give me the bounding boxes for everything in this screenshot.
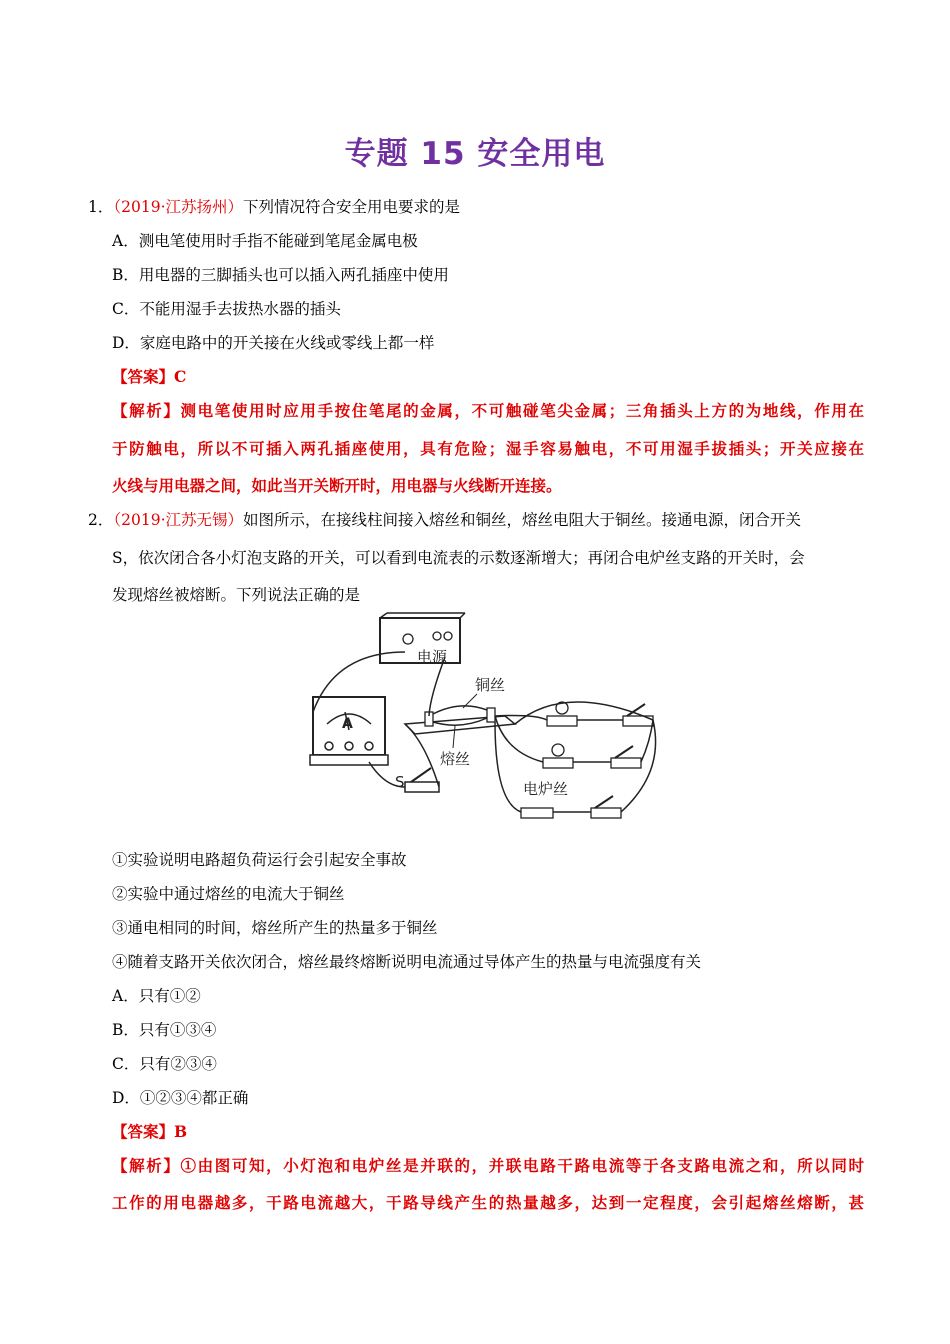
- explanation-label: 【解析】: [112, 1156, 181, 1175]
- power-label: 电源: [417, 648, 448, 666]
- explanation-1-line-3: 火线与用电器之间，如此当开关断开时，用电器与火线断开连接。: [112, 476, 562, 495]
- question-2-stem-line-2: S，依次闭合各小灯泡支路的开关，可以看到电流表的示数逐渐增大；再闭合电炉丝支路的开关时，会: [112, 549, 805, 567]
- option-c: C．只有②③④: [112, 1055, 217, 1073]
- answer-2: [112, 1122, 187, 1142]
- question-1-stem: [88, 197, 460, 217]
- explanation-text: 测电笔使用时应用手按住笔尾的金属，不可触碰笔尖金属；三角插头上方的为地线，作用在: [180, 401, 864, 420]
- question-text: 如图所示，在接线柱间接入熔丝和铜丝，熔丝电阻大于铜丝。接通电源，闭合开关: [243, 511, 802, 529]
- answer-value: C: [174, 367, 187, 386]
- option-c: C．不能用湿手去拔热水器的插头: [112, 300, 341, 318]
- question-2-stem: [88, 510, 801, 530]
- question-text: 下列情况符合安全用电要求的是: [243, 198, 461, 216]
- explanation-1-line-1: [112, 401, 864, 421]
- option-a: A．只有①②: [112, 987, 201, 1005]
- answer-label: 【答案】: [112, 1122, 175, 1141]
- option-b: B．用电器的三脚插头也可以插入两孔插座中使用: [112, 266, 449, 284]
- power-supply: [380, 613, 465, 666]
- option-a: A．测电笔使用时手指不能碰到笔尾金属电极: [112, 232, 418, 250]
- switch-label: S: [395, 773, 405, 791]
- page-title: 专题 15 安全用电: [344, 136, 606, 172]
- option-d: D．①②③④都正确: [112, 1089, 249, 1107]
- answer-1: [112, 367, 186, 387]
- question-number: 2．: [88, 511, 114, 529]
- question-source: （2019·江苏扬州）: [113, 198, 243, 216]
- explanation-2-line-2: 工作的用电器越多，干路电流越大，干路导线产生的热量越多，达到一定程度，会引起熔丝熔断，甚: [112, 1193, 864, 1212]
- question-2-stem-line-3: 发现熔丝被熔断。下列说法正确的是: [112, 586, 361, 604]
- statement-3: ③通电相同的时间，熔丝所产生的热量多于铜丝: [112, 919, 438, 937]
- ammeter: [310, 697, 388, 765]
- explanation-1-line-2: 于防触电，所以不可插入两孔插座使用，具有危险；湿手容易触电，不可用湿手拔插头；开关应接在: [112, 439, 864, 458]
- answer-label: 【答案】: [112, 367, 175, 386]
- explanation-text: ①由图可知，小灯泡和电炉丝是并联的，并联电路干路电流等于各支路电流之和，所以同时: [180, 1156, 864, 1175]
- option-b: B．只有①③④: [112, 1021, 217, 1039]
- question-number: 1．: [88, 198, 114, 216]
- circuit-diagram: [305, 612, 670, 832]
- explanation-label: 【解析】: [112, 401, 181, 420]
- explanation-2-line-1: [112, 1156, 864, 1176]
- main-switch: [395, 768, 439, 792]
- ammeter-label: A: [342, 716, 353, 732]
- question-source: （2019·江苏无锡）: [113, 511, 243, 529]
- statement-4: ④随着支路开关依次闭合，熔丝最终熔断说明电流通过导体产生的热量与电流强度有关: [112, 953, 702, 971]
- terminal-board: [405, 676, 515, 768]
- copper-label: 铜丝: [475, 676, 506, 694]
- statement-1: ①实验说明电路超负荷运行会引起安全事故: [112, 851, 407, 869]
- lamp-branch-2: [543, 744, 641, 768]
- heater-label: 电炉丝: [523, 780, 569, 798]
- answer-value: B: [174, 1122, 188, 1141]
- option-d: D．家庭电路中的开关接在火线或零线上都一样: [112, 334, 435, 352]
- statement-2: ②实验中通过熔丝的电流大于铜丝: [112, 885, 345, 903]
- fuse-label: 熔丝: [440, 750, 471, 768]
